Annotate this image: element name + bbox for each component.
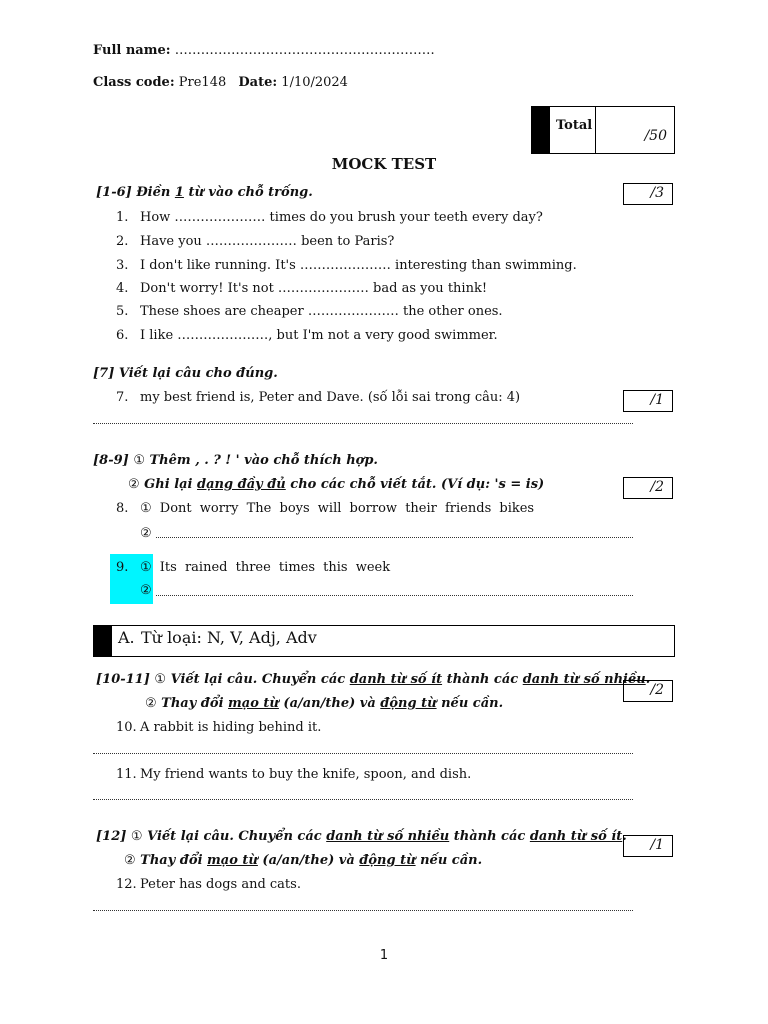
answer-line[interactable] [93,423,633,424]
section4-heading-b: thành các [442,672,523,687]
item-text: Its rained three times this week [159,560,391,575]
list-item [116,281,487,296]
section4-heading2-u2: động từ [380,696,437,711]
section-a-label: A. [118,628,135,647]
section2-heading: [7] Viết lại câu cho đúng. [93,366,278,381]
answer-line[interactable] [93,910,633,911]
section3-heading-pre: [8-9] [93,453,134,468]
section-a-header [93,625,675,657]
list-item [116,877,301,892]
item-number: 6. [116,328,129,343]
answer-line[interactable] [156,595,633,596]
section5-heading-c: . [622,829,627,844]
item-text: A rabbit is hiding behind it. [140,720,322,735]
section4-heading-1 [96,672,650,687]
circled-two-icon: ② [140,583,152,598]
page-title: MOCK TEST [331,155,437,173]
date-value: 1/10/2024 [281,75,348,90]
section3-heading-1 [93,453,378,468]
circled-one-icon: ① [154,672,167,687]
page-number: 1 [379,948,389,963]
list-item [116,720,321,735]
section5-heading-2 [124,853,482,868]
section1-heading-num: 1 [174,185,184,200]
section3-heading2-post: cho các chỗ viết tắt. (Ví dụ: 's = is) [285,477,545,492]
section5-heading2-c: nếu cần. [415,853,483,868]
section3-score-box[interactable] [623,477,673,499]
section4-heading-a: Viết lại câu. Chuyển các [166,672,350,687]
item-number: 2. [116,234,129,249]
item-text: My friend wants to buy the knife, spoon, and dish. [140,767,472,782]
section2-score-box[interactable] [623,390,673,412]
section4-heading-c: . [645,672,651,687]
item-number: 7. [116,390,129,405]
total-value: /50 [644,128,667,144]
section5-heading-pre: [12] [96,829,131,844]
section1-heading-pre: [1-6] Điền [96,185,175,200]
item-number: 5. [116,304,129,319]
section1-heading [96,185,313,200]
section3-score: /2 [650,479,664,495]
full-name-field[interactable]: …………………………………………………… [174,43,435,58]
section4-heading-u1: danh từ số ít [349,672,443,687]
item-text: Dont worry The boys will borrow their friends bikes [159,501,535,516]
section-a-marker [93,625,111,657]
list-item [116,234,394,249]
item-text: How ………………… times do you brush your teeth every day? [140,210,543,225]
section5-heading-u2: danh từ số ít [529,829,623,844]
item-text: I don't like running. It's ………………… interesting than swimming. [140,258,577,273]
section5-heading2-u2: động từ [359,853,416,868]
circled-two-icon: ② [145,696,157,711]
item-number: 11. [116,767,137,782]
item-text: Don't worry! It's not ………………… bad as you think! [140,281,488,296]
section4-heading2-u1: mạo từ [228,696,279,711]
section4-score: /2 [650,682,664,698]
section4-heading-2 [145,696,503,711]
list-item [116,258,577,273]
total-score-box [531,106,675,154]
circled-two-icon: ② [124,853,136,868]
list-item [116,390,520,405]
section4-heading-u2: danh từ số nhiều [522,672,646,687]
class-date-line [93,75,348,90]
circled-one-icon: ① [133,453,145,468]
item-text: Peter has dogs and cats. [140,877,301,892]
total-box-divider [595,106,596,154]
section5-heading-u1: danh từ số nhiều [326,829,450,844]
section5-heading2-b: (a/an/the) và [257,853,360,868]
section1-score: /3 [650,185,664,201]
full-name-label: Full name: [93,43,171,58]
answer-line[interactable] [93,799,633,800]
section5-score: /1 [650,837,664,853]
item-number: 12. [116,877,137,892]
circled-two-icon: ② [128,477,140,492]
section5-heading2-a: Thay đổi [135,853,208,868]
section1-heading-post: từ vào chỗ trống. [183,185,313,200]
list-item [116,210,543,225]
circled-one-icon: ① [140,501,152,516]
section1-score-box[interactable] [623,183,673,205]
class-code-label: Class code: [93,75,175,90]
list-item [116,501,534,516]
item-text: These shoes are cheaper ………………… the other ones. [140,304,503,319]
section4-heading-pre: [10-11] [96,672,155,687]
section5-heading2-u1: mạo từ [207,853,258,868]
section5-heading-a: Viết lại câu. Chuyển các [142,829,327,844]
item-number: 9. [116,560,129,575]
section4-heading2-c: nếu cần. [436,696,504,711]
section5-heading-1 [96,829,627,844]
circled-one-icon: ① [130,829,143,844]
section3-heading2-underlined: dạng đầy đủ [197,477,286,492]
section4-heading2-a: Thay đổi [156,696,229,711]
item-text: Have you ………………… been to Paris? [140,234,395,249]
item-number: 3. [116,258,129,273]
circled-one-icon: ① [140,560,152,575]
section5-score-box[interactable] [623,835,673,857]
list-item [116,767,471,782]
list-item [116,328,498,343]
full-name-line [93,43,435,58]
answer-line[interactable] [156,537,633,538]
list-item [116,304,503,319]
date-label: Date: [238,75,278,90]
item-number: 10. [116,720,137,735]
section4-score-box[interactable] [623,680,673,702]
total-box-marker [531,106,549,154]
answer-line[interactable] [93,753,633,754]
section3-heading-2 [128,477,544,492]
circled-two-icon: ② [140,526,152,541]
item-number: 8. [116,501,129,516]
section4-heading2-b: (a/an/the) và [278,696,381,711]
item-text: I like …………………, but I'm not a very good swimmer. [140,328,498,343]
section3-heading2-pre: Ghi lại [139,477,198,492]
section3-heading-text: Thêm , . ? ! ' vào chỗ thích hợp. [144,453,378,468]
item-number: 1. [116,210,129,225]
section-a-title: Từ loại: N, V, Adj, Adv [141,628,317,647]
class-code-value: Pre148 [178,75,227,90]
list-item [116,560,390,575]
total-label: Total [556,118,593,133]
section2-score: /1 [650,392,664,408]
item-number: 4. [116,281,129,296]
item-text: my best friend is, Peter and Dave. (số lỗi sai trong câu: 4) [140,390,521,405]
section5-heading-b: thành các [449,829,530,844]
